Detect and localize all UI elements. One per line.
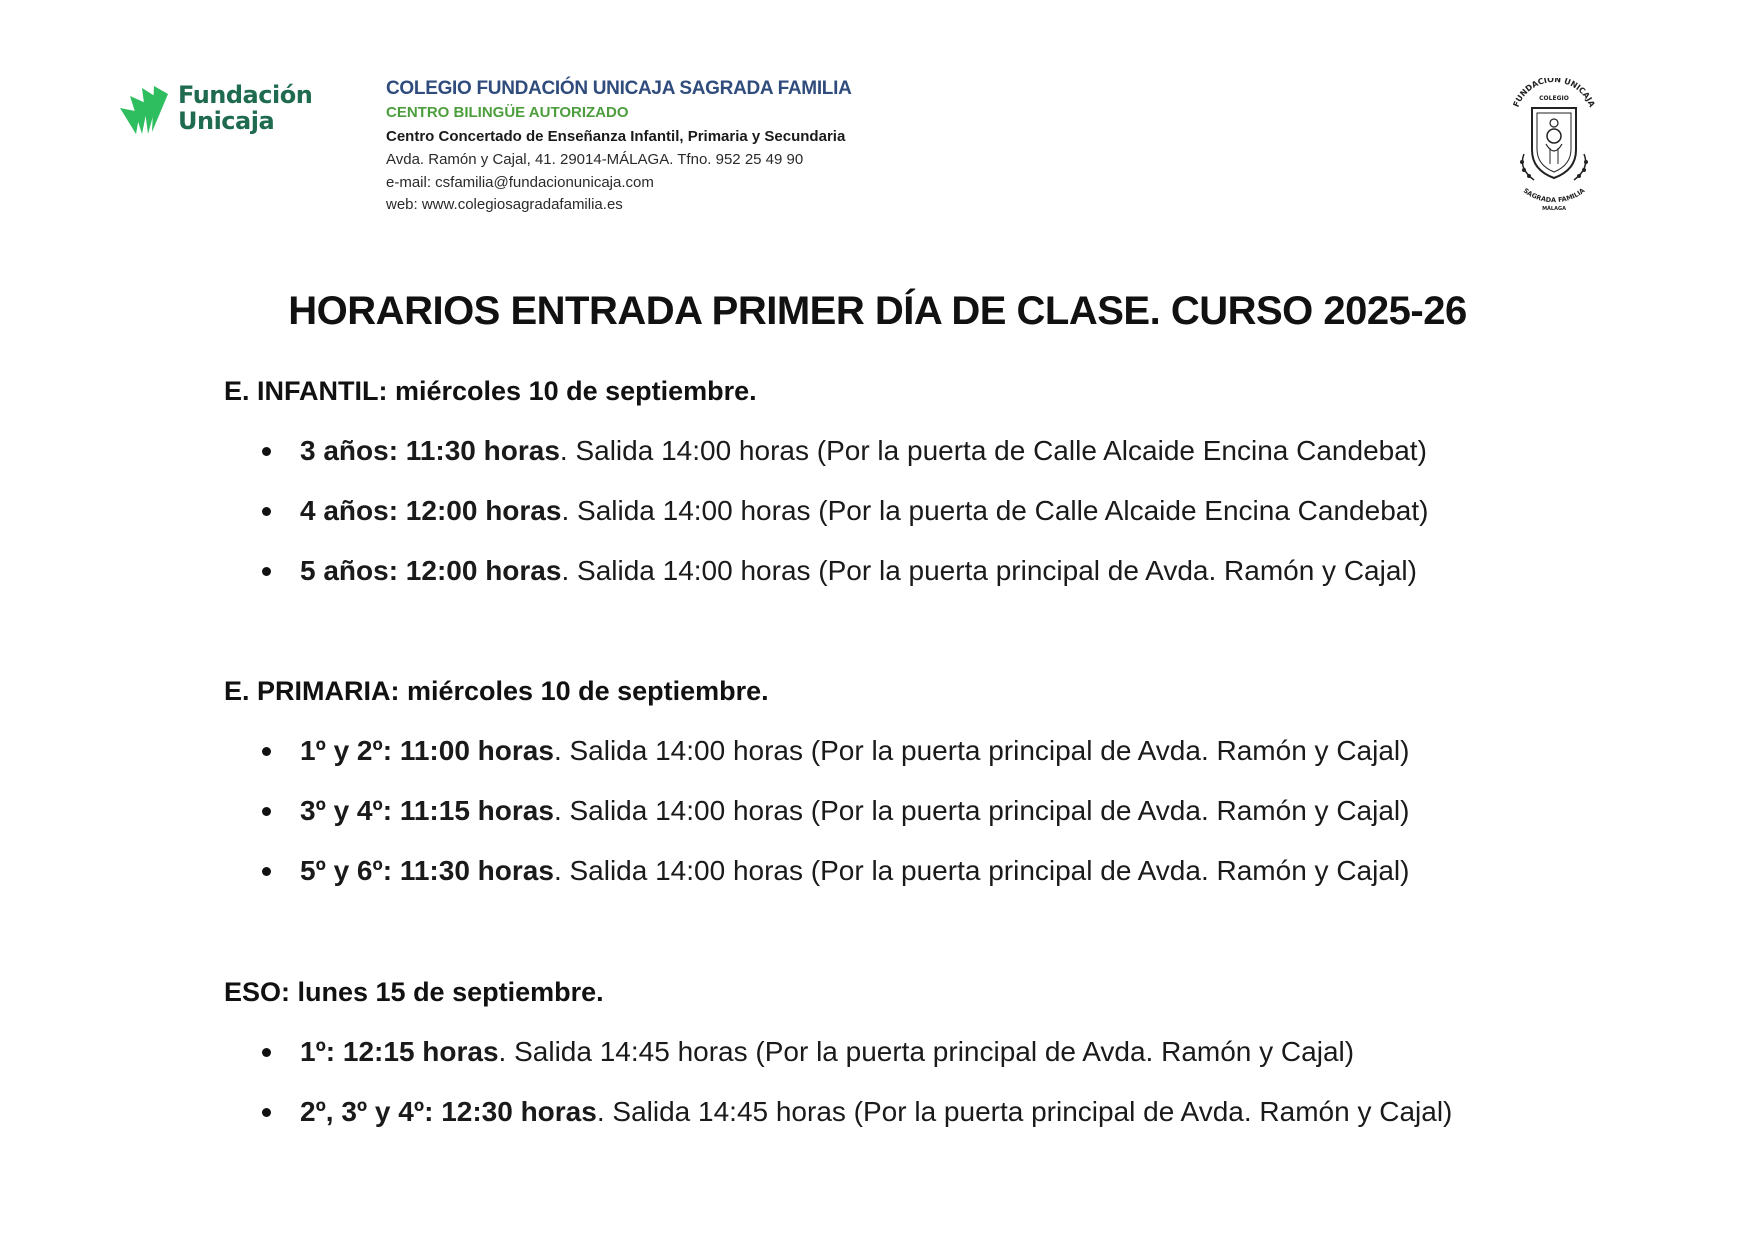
item-time: 1º: 12:15 horas bbox=[300, 1036, 499, 1067]
list-item bbox=[224, 1095, 1624, 1155]
list-item bbox=[224, 554, 1624, 614]
item-detail: . Salida 14:00 horas (Por la puerta principal de Avda. Ramón y Cajal) bbox=[561, 555, 1417, 586]
item-time: 4 años: 12:00 horas bbox=[300, 495, 562, 526]
school-seal bbox=[1506, 78, 1602, 218]
section-heading: ESO: lunes 15 de septiembre. bbox=[224, 977, 604, 1007]
bullet-icon bbox=[262, 567, 271, 576]
bullet-icon bbox=[262, 447, 271, 456]
list-item bbox=[224, 854, 1624, 914]
item-time: 3º y 4º: 11:15 horas bbox=[300, 795, 554, 826]
bullet-icon bbox=[262, 807, 271, 816]
item-time: 2º, 3º y 4º: 12:30 horas bbox=[300, 1096, 597, 1127]
item-detail: . Salida 14:45 horas (Por la puerta principal de Avda. Ramón y Cajal) bbox=[498, 1036, 1355, 1067]
school-header bbox=[386, 76, 946, 217]
list-item bbox=[224, 794, 1624, 854]
email: e-mail: csfamilia@fundacionunicaja.com bbox=[386, 173, 654, 191]
concertado-label: Centro Concertado de Enseñanza Infantil, Primaria y Secundaria bbox=[386, 128, 846, 145]
item-detail: . Salida 14:00 horas (Por la puerta principal de Avda. Ramón y Cajal) bbox=[553, 855, 1410, 886]
schedule-list bbox=[224, 734, 1624, 914]
item-time: 1º y 2º: 11:00 horas bbox=[300, 735, 554, 766]
item-detail: . Salida 14:00 horas (Por la puerta principal de Avda. Ramón y Cajal) bbox=[553, 735, 1410, 766]
section-heading: E. PRIMARIA: miércoles 10 de septiembre. bbox=[224, 676, 769, 706]
item-time: 3 años: 11:30 horas bbox=[300, 435, 560, 466]
seal-top-text: FUNDACIÓN UNICAJA bbox=[1511, 78, 1597, 109]
list-item bbox=[224, 734, 1624, 794]
item-detail: . Salida 14:45 horas (Por la puerta principal de Avda. Ramón y Cajal) bbox=[596, 1096, 1453, 1127]
bullet-icon bbox=[262, 747, 271, 756]
fundacion-unicaja-logo bbox=[118, 80, 318, 140]
section-primaria bbox=[224, 674, 1624, 914]
school-name: COLEGIO FUNDACIÓN UNICAJA SAGRADA FAMILIA bbox=[386, 78, 852, 99]
item-time: 5 años: 12:00 horas bbox=[300, 555, 562, 586]
website: web: www.colegiosagradafamilia.es bbox=[386, 196, 623, 213]
list-item bbox=[224, 1035, 1624, 1095]
section-eso bbox=[224, 975, 1624, 1155]
logo-wordmark bbox=[178, 82, 312, 134]
section-infantil bbox=[224, 374, 1624, 614]
page-title: HORARIOS ENTRADA PRIMER DÍA DE CLASE. CURSO 2025-26 bbox=[288, 289, 1467, 333]
item-detail: . Salida 14:00 horas (Por la puerta principal de Avda. Ramón y Cajal) bbox=[553, 795, 1410, 826]
bullet-icon bbox=[262, 1048, 271, 1057]
item-detail: . Salida 14:00 horas (Por la puerta de Calle Alcaide Encina Candebat) bbox=[559, 435, 1427, 466]
bullet-icon bbox=[262, 1108, 271, 1117]
item-detail: . Salida 14:00 horas (Por la puerta de Calle Alcaide Encina Candebat) bbox=[561, 495, 1429, 526]
seal-colegio-text: COLEGIO bbox=[1539, 95, 1569, 102]
bullet-icon bbox=[262, 507, 271, 516]
unicaja-leaf-icon bbox=[118, 82, 174, 134]
list-item bbox=[224, 494, 1624, 554]
section-heading: E. INFANTIL: miércoles 10 de septiembre. bbox=[224, 376, 757, 406]
item-time: 5º y 6º: 11:30 horas bbox=[300, 855, 554, 886]
bilingual-label: CENTRO BILINGÜE AUTORIZADO bbox=[386, 104, 629, 121]
seal-emblem-icon bbox=[1506, 78, 1602, 218]
list-item bbox=[224, 434, 1624, 494]
seal-city-text: MÁLAGA bbox=[1542, 206, 1566, 212]
bullet-icon bbox=[262, 867, 271, 876]
logo-line-1: Fundación bbox=[178, 81, 313, 109]
schedule-list bbox=[224, 1035, 1624, 1155]
logo-line-2: Unicaja bbox=[178, 107, 275, 135]
schedule-list bbox=[224, 434, 1624, 614]
address: Avda. Ramón y Cajal, 41. 29014-MÁLAGA. Tfno. 952 25 49 90 bbox=[386, 151, 804, 168]
seal-bottom-text: SAGRADA FAMILIA bbox=[1521, 186, 1587, 205]
